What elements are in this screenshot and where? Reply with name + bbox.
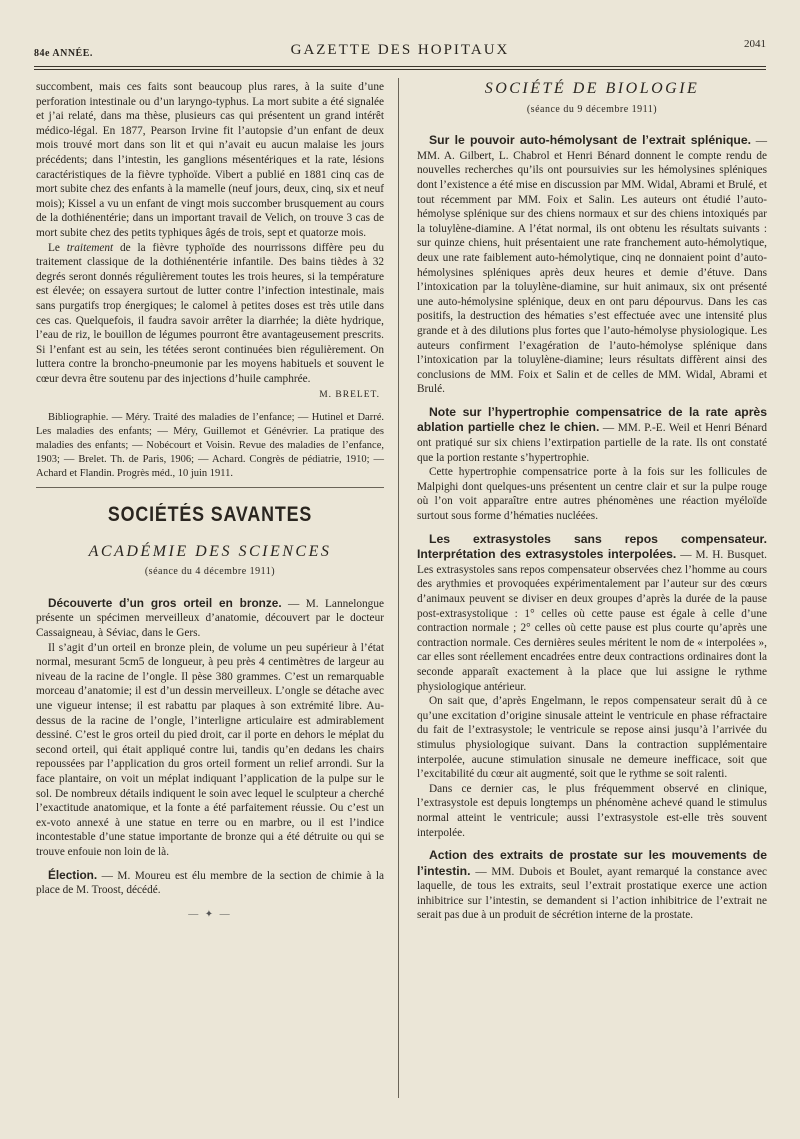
- left-column: [36, 80, 384, 922]
- section-rule: [36, 487, 384, 488]
- text: Le: [48, 241, 60, 254]
- academy-title: ACADÉMIE DES SCIENCES: [88, 542, 332, 560]
- paragraph: succombent, mais ces faits sont beaucoup plus rares, à la suite d’une perforation intestinale ou d’un laryngo-typhus. La mort subite a été signalée et j’ai relaté, dans ma thèse, plusieurs cas qui présentent un grand intérêt médico-légal. En 1877, Pearson Irvine fit l’autopsie d’un enfant de deux mois trouvé mort dans son lit et qui n’avait eu aucun malaise les jours précédents; dans l’intestin, les ganglions mésentériques et la rate, lésions caractéristiques de la fièvre typhoïde. Vibert a publié en 1881 cinq cas de mort subite chez des enfants à la mamelle (neuf jours, deux, cinq, six et neuf mois); Kissel a vu un enfant de vingt mois succomber brusquement au cours de la dothiénentérie; dans un important travail de Velich, on trouve 3 cas de mort subite chez des petits typhiques âgés de trois, sept et quatorze mois.: [36, 81, 384, 239]
- article-text: — M. H. Busquet. Les extrasystoles sans repos compensateur observées chez l’homme au cours des arythmies et provoquées expérimentalement par l’auteur sur des cœurs d’animaux peuvent se diviser en deux groupes d’après la durée de la pause post-extrasystolique : 1° celles où cette pause est égale à celle d’une contraction normale ; 2° celles où cette pause est plus courte qu’après une contraction normale. Ces dernières seules méritent le nom de « interpolées », car elles sont réellement encadrées entre deux contractions ordinaires dont la seconde apparaît exactement à la place que lui assigne le rythme physiologique antérieur.: [417, 549, 767, 693]
- ornament-divider: — ✦ —: [188, 908, 232, 920]
- header-rule: [34, 66, 766, 67]
- header-rule-2: [34, 69, 766, 70]
- article-extrasystoles: [417, 532, 767, 695]
- page-number: 2041: [744, 38, 766, 50]
- bibliography-text: Bibliographie. — Méry. Traité des maladies de l’enfance; — Hutinel et Darré. Les maladies des enfants; — Méry, Guillemot et Génévrier. La pratique des maladies des enfants; — Nobécourt et Voisin. Revue des maladies de l’enfance, 1903; — Brelet. Th. de Paris, 1906; — Achard. Congrès de pédiatrie, 1910; — Achard et Flandin. Progrès méd., 10 juin 1911.: [36, 412, 384, 480]
- journal-title: GAZETTE DES HOPITAUX: [290, 42, 510, 58]
- article-text: — MM. P.-E. Weil et Henri Bénard ont pratiqué sur six chiens l’extirpation partielle de la rate. Ils ont constaté que la portion restante s’hypertrophie.: [417, 422, 768, 464]
- article-splenic: [417, 133, 767, 397]
- paragraph: Cette hypertrophie compensatrice porte à la fois sur les follicules de Malpighi dont quelques-uns présentent un centre clair et sur la pulpe rouge où l’on voit apparaître entre autres phénomènes une réaction myéloïde surtout sous forme d’hématies nucléées.: [417, 466, 767, 523]
- paragraph: On sait que, d’après Engelmann, le repos compensateur serait dû à ce qu’une excitation d’origine sinusale atteint le ventricule en phase réfractaire du fait de l’extrasystole; le ventricule se repose ainsi jusqu’à l’arrivée du stimulus physiologique suivant. Dans la contraction supplémentaire interpolée, aucune stimulation sinusale ne demeure inefficace, soit que l’excitabilité du cœur ait augmenté, soit que le rythme se soit ralenti.: [417, 695, 767, 781]
- paragraph: Dans ce dernier cas, le plus fréquemment observé en clinique, l’extrasystole est depuis longtemps un phénomène achevé quand le stimulus normal atteint le ventricule; aussi l’extrasystole est-elle très souvent interpolée.: [417, 782, 767, 839]
- article-heading: Les extrasystoles sans repos compensateur. Interprétation des extrasystoles interpolées.: [417, 531, 767, 562]
- article-heading: Élection.: [48, 867, 98, 882]
- article-text: — M. Moureu est élu membre de la section de chimie à la place de M. Troost, décédé.: [36, 869, 385, 897]
- article-hypertrophy: [417, 405, 767, 465]
- bibliography: [36, 411, 384, 481]
- right-column: [417, 80, 767, 923]
- text: de la fièvre typhoïde des nourrissons diffère peu du traitement classique de la dothiénentérie infantile. Des bains tièdes à 32 degrés seront donnés régulièrement toutes les trois heures, si la température est élevée; on essayera surtout de lutter contre l’infection intestinale, mais sans purgatifs trop énergiques; le calomel à petites doses est très utile dans ces cas. Quelquefois, il faudra savoir arrêter la diarrhée; la diète hydrique, l’eau de riz, le bouillon de légumes pourront être avantageusement prescrits. Si l’enfant est au sein, les tétées seront continuées bien régulièrement. On luttera contre la broncho-pneumonie par les moyens habituels et souvent le cœur devra être soutenu par des injections d’huile camphrée.: [36, 241, 384, 385]
- article-prostate: [417, 848, 767, 923]
- page-header: [34, 36, 766, 66]
- volume-label: 84e ANNÉE.: [34, 48, 93, 59]
- article-heading: Sur le pouvoir auto-hémolysant de l’extrait splénique.: [429, 133, 752, 148]
- article-lead: — M. Lannelongue présente un spécimen merveilleux d’anatomie, découvert par le docteur Cassaigneau, à Séviac, dans le Gers.: [36, 597, 384, 640]
- article-text: — MM. Dubois et Boulet, ayant remarqué la constance avec laquelle, de tous les extraits, seul l’extrait prostatique exerce une action inhibitrice sur l’intestin, se demandent si l’action inhibitrice de l’extrait ne serait pas due à un produit de sécrétion interne de la prostate.: [417, 865, 767, 922]
- section-title: SOCIÉTÉS SAVANTES: [107, 503, 313, 527]
- italic-term: traitement: [66, 241, 114, 254]
- article-heading: Note sur l’hypertrophie compensatrice de la rate après ablation partielle chez le chien.: [417, 404, 767, 435]
- academy-date: (séance du 4 décembre 1911): [144, 566, 276, 578]
- paragraph: Il s’agit d’un orteil en bronze plein, de volume un peu supérieur à l’état normal, mesurant 5cm5 de longueur, à peu près 4 centimètres de largeur au niveau de la racine de l’ongle. Il pèse 380 grammes. C’est un remarquable morceau d’anatomie; il est d’un dessin merveilleux. L’ongle se détache avec une vigueur intense; il est rabattu par plaques à son extrémité libre. Au-dessus de la racine de l’ongle, l’interligne articulaire est admirablement dessiné. C’est le gros orteil du pied droit, car il porte en dehors le méplat du second orteil, qui était appliqué contre lui, tandis qu’en dedans les chairs repoussées par l’application du gros orteil forment un relief arrondi. Sur la face plantaire, on voit un méplat indiquant l’application de la pulpe sur le sol. De nombreux détails indiquent le soin avec lequel le sculpteur a cherché l’exactitude anatomique, et la fonte a été parfaitement réussie. Ou c’est un ex-voto annexé à une statue en terre ou en marbre, ou il est l’indice incontestable d’une statue importante de bronze qui a été détruite ou qui se trouve enfouie non loin de là.: [36, 641, 384, 858]
- column-divider: [398, 78, 399, 1098]
- paragraph-treatment: [36, 241, 384, 387]
- author-signature: M. BRELET.: [319, 390, 380, 401]
- society-title: SOCIÉTÉ DE BIOLOGIE: [484, 80, 700, 97]
- article-bronze-toe: [36, 596, 384, 641]
- article-text: — MM. A. Gilbert, L. Chabrol et Henri Bénard donnent le compte rendu de nouvelles recherches qu’ils ont poursuivies sur les hémolysines spléniques dont l’existence a été mise en discussion par MM. Widal, Abrami et Brulé, et tout récemment par MM. Foix et Salin. Les auteurs ont étudié l’auto-hémolyse splénique sur des chiens normaux et sur des chiens intoxiqués par la toluylène-diamine. A l’état normal, ils ont obtenu les résultats suivants : sur quinze chiens, huit présentaient une rate franchement auto-hémolytique, deux une rate faiblement auto-hémolytique, cinq ne donnaient point d’auto-hémolysines spléniques après deux heures et demie d’étuve. Dans l’intoxication par la toluylène-diamine, sur huit animaux, six ont présenté une auto-hémolysine splénique, deux en ont paru dépourvus. Dans les cas positifs, la destruction des hématies s’est effectuée avec une intensité plus grande et à des dilutions plus fortes que l’auto-hémolyse physiologique. Les auteurs confirment l’exagération de l’auto-hémolyse splénique dans l’intoxication par la toluylène-diamine; leurs résultats diffèrent ainsi des conclusions de MM. Foix et Salin et de celles de MM. Widal, Abrami et Brulé.: [417, 135, 767, 396]
- article-election: [36, 868, 384, 898]
- society-date: (séance du 9 décembre 1911): [526, 103, 658, 115]
- article-heading: Découverte d’un gros orteil en bronze.: [48, 595, 282, 610]
- article-heading: Action des extraits de prostate sur les mouvements de l’intestin.: [417, 848, 767, 878]
